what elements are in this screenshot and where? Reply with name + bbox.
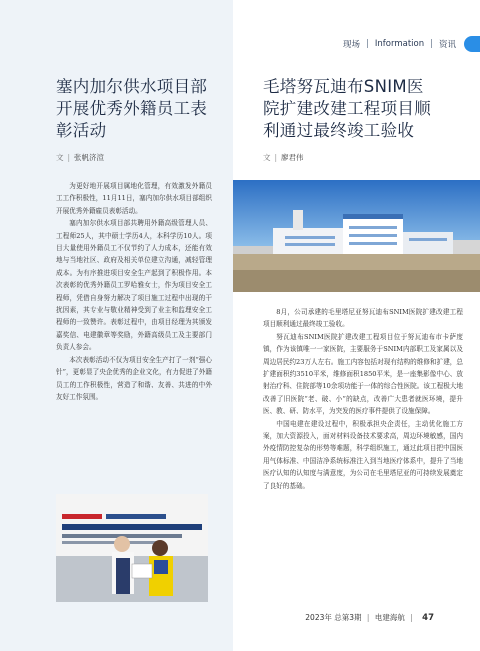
left-article-title <box>56 76 226 142</box>
section-header <box>343 36 480 52</box>
right-article-title <box>263 76 463 142</box>
title-line: 利通过最终竣工验收 <box>263 121 415 140</box>
byline-label: 文 <box>56 153 64 162</box>
byline-divider: | <box>274 153 278 162</box>
header-divider: | <box>366 39 369 49</box>
section-label-en: Information <box>374 39 425 49</box>
left-article-byline <box>56 152 104 163</box>
paragraph: 塞内加尔供水项目部共聘用外籍高级管理人员、工程师25人，其中硕士学历4人，本科学历10人。项目大量使用外籍员工不仅节约了人力成本，还能有效地与当地社区、政府及相关单位建立沟通，减轻管理成本。为有序推进项目安全生产起到了积极作用。本次表彰的优秀外籍员工罗哈雅女士，作为项目安全工程师，凭借自身努力解决了项目施工过程中出现的干扰因素，其专业与敬业精神受到了业主和监理安全工程师的一致赞许。表彰过程中，由项目经理为其颁发嘉奖信、电建徽章等奖励，外籍高级员工及主要部门负责人参会。 <box>56 219 212 352</box>
title-line: 开展优秀外籍员工表 <box>56 99 208 118</box>
byline-author: 廖君伟 <box>281 153 304 162</box>
header-accent-tab <box>464 36 480 52</box>
title-line: 彰活动 <box>56 121 107 140</box>
footer-divider: | <box>366 613 370 622</box>
right-article-byline <box>263 152 304 163</box>
hospital-building-photo <box>233 180 480 292</box>
paragraph: 中国电建在建设过程中，积极承担央企责任，主动优化施工方案，加大资源投入，面对材料设备技术要求高，周边环境敏感，国内外疫情防控复杂的形势等难题，科学组织施工，通过此项目把中国医用气体标准、中国洁净系统标准注入到当地医疗体系中，提升了当地医疗认知的认知度与满意度，为公司在毛里塔尼亚的可持续发展奠定了良好的基础。 <box>263 419 463 490</box>
magazine-name: 电建海航 <box>374 613 405 622</box>
issue-label: 2023年 总第3期 <box>305 613 362 622</box>
paragraph: 本次表彰活动不仅为项目安全生产打了一剂“强心针”，更彰显了央企优秀的企业文化，有力促进了外籍员工的工作积极性，营造了和谐、友善、共进的中外友好工作氛围。 <box>56 355 212 401</box>
header-divider: | <box>430 39 433 49</box>
paragraph: 为更好地开展项目属地化管理，有效激发外籍员工工作积极性，11月11日，塞内加尔供水项目部组织开展优秀外籍雇员表彰活动。 <box>56 182 212 215</box>
page-number: 47 <box>422 613 434 623</box>
byline-divider: | <box>67 153 71 162</box>
title-line: 塞内加尔供水项目部 <box>56 77 208 96</box>
right-article-body <box>263 306 463 492</box>
title-line: 毛塔努瓦迪布SNIM医 <box>263 77 424 96</box>
byline-author: 张帆济渲 <box>74 153 105 162</box>
title-line: 院扩建改建工程项目顺 <box>263 99 431 118</box>
page-footer <box>305 612 434 623</box>
footer-divider: | <box>410 613 413 622</box>
paragraph: 努瓦迪布SNIM医院扩建改建工程项目位于努瓦迪布市卡萨度镇，作为该镇唯一一家医院，主要服务于SNIM内部职工及家属以及周边居民约23万人左右。施工内容包括对现有结构的维修和扩建，总扩建面积约3510平米，维修面积1850平米，是一座集影像中心、放射治疗科、住院部等10余项功能于一体的综合性医院。该工程极大地改善了旧医院“老、破、小”的缺点，改善广大患者就医环境，提升医、教、研、防水平，为突发的医疗事件提供了设施保障。 <box>263 332 463 416</box>
byline-label: 文 <box>263 153 271 162</box>
section-label-cn-2: 资讯 <box>438 40 456 50</box>
section-label-cn: 现场 <box>343 40 361 50</box>
paragraph: 8月，公司承建的毛里塔尼亚努瓦迪布SNIM医院扩建改建工程项目顺利通过最终竣工验收。 <box>263 308 463 329</box>
award-ceremony-photo <box>56 494 208 602</box>
left-article-body <box>56 180 212 403</box>
